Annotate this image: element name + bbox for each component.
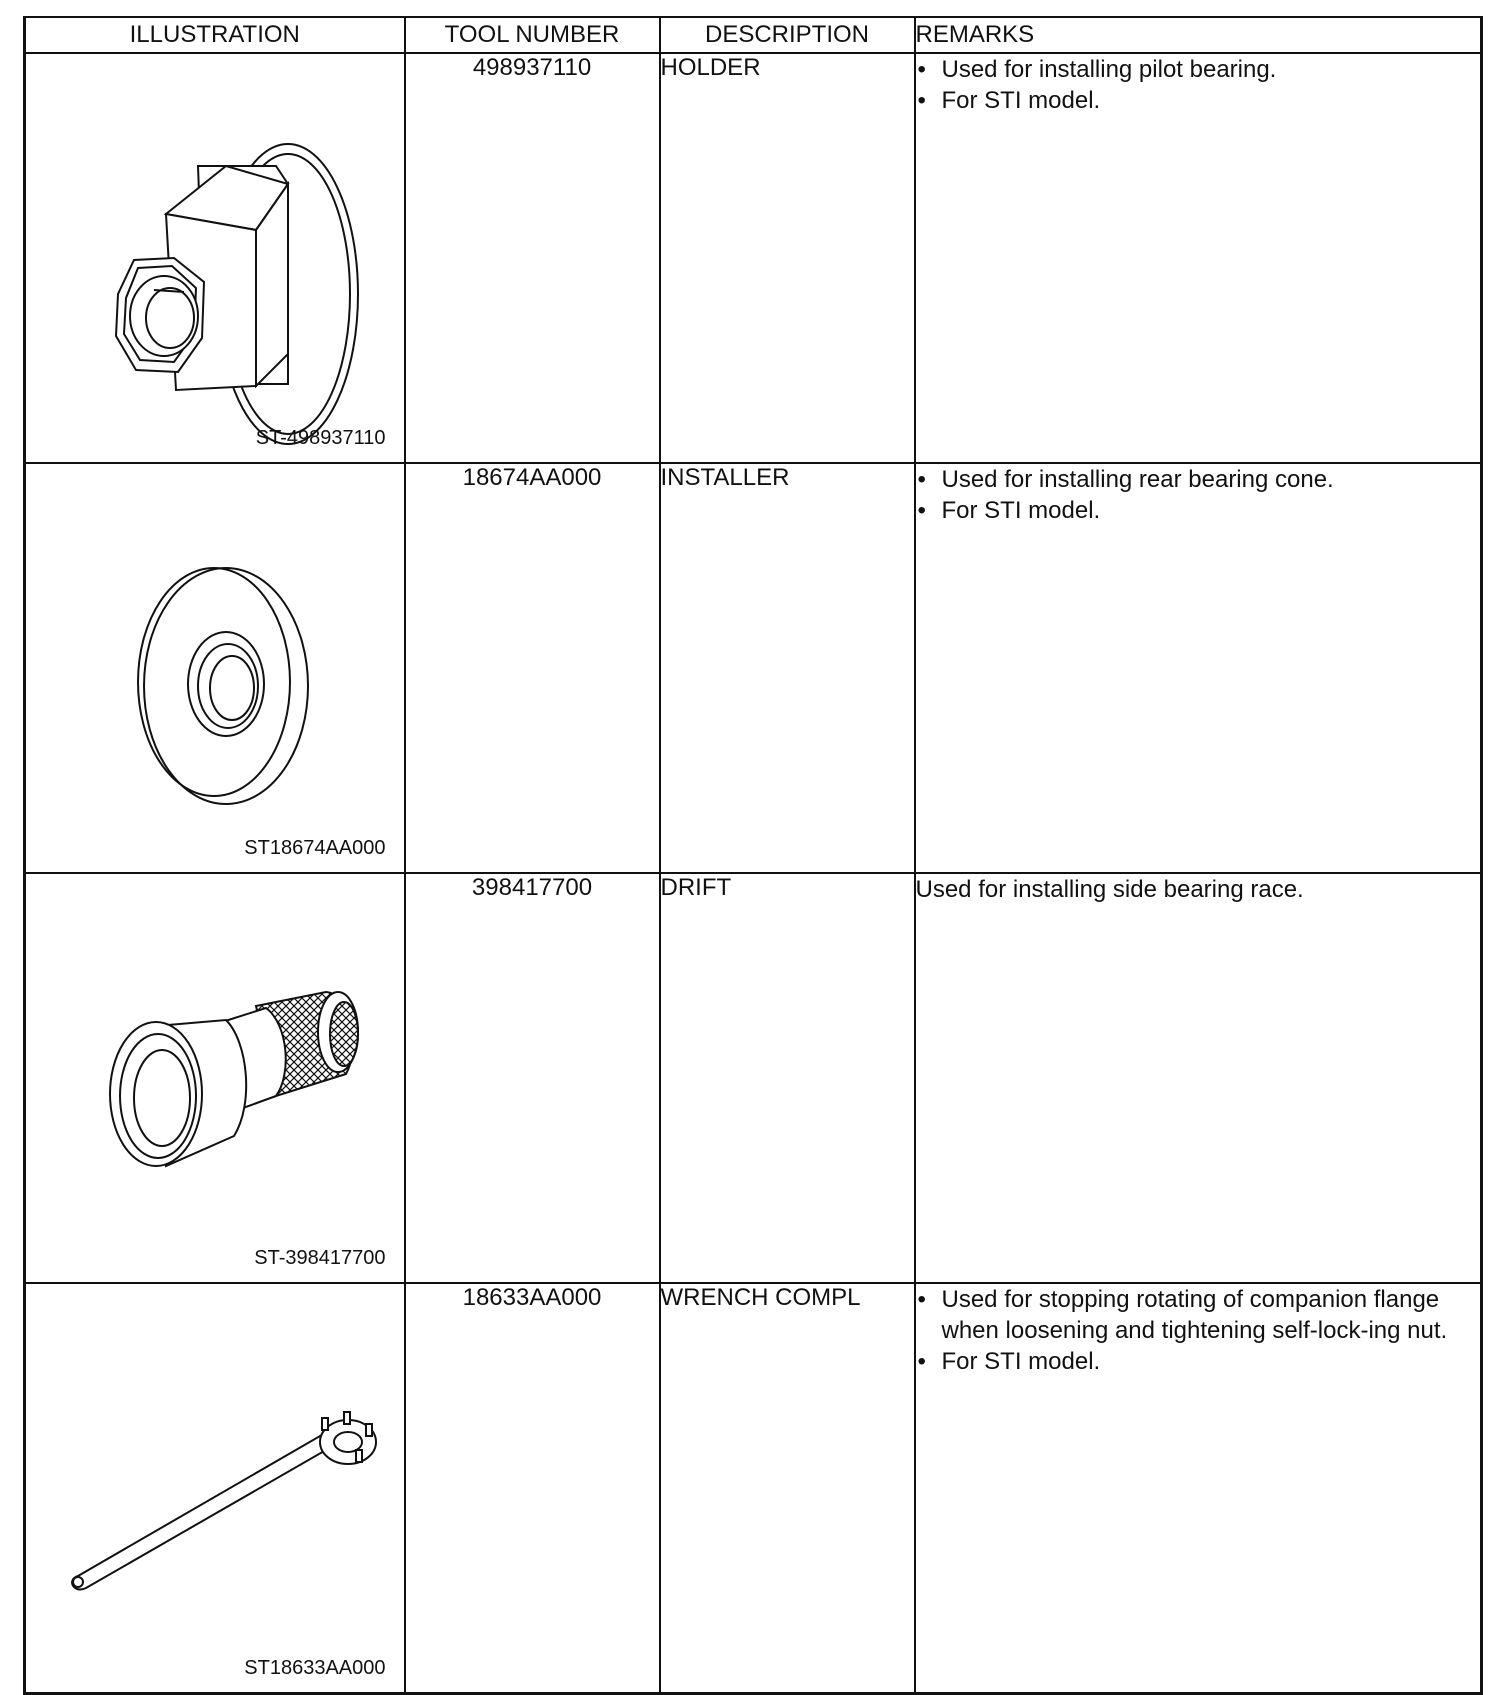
illustration-cell xyxy=(25,1283,405,1693)
illustration-code: ST18633AA000 xyxy=(244,1656,386,1679)
table-row xyxy=(25,53,1482,463)
holder-tool-icon xyxy=(26,54,406,454)
remark-text: Used for stopping rotating of companion flange when loosening and tightening self-lock-ing nut. xyxy=(941,1286,1448,1344)
special-tools-table xyxy=(23,16,1483,1695)
remarks-list xyxy=(916,874,1481,905)
remarks-cell xyxy=(915,1283,1482,1693)
remarks-cell xyxy=(915,873,1482,1283)
table-row xyxy=(25,463,1482,873)
remarks-list xyxy=(916,1284,1481,1377)
remark-text: For STI model. xyxy=(941,87,1101,114)
list-item xyxy=(916,874,1481,905)
tool-number-cell: 18674AA000 xyxy=(405,463,660,873)
list-item xyxy=(916,495,1481,526)
list-item xyxy=(916,54,1481,85)
illustration-cell xyxy=(25,463,405,873)
description-cell: HOLDER xyxy=(660,53,915,463)
illustration-code: ST-498937110 xyxy=(255,427,386,449)
header-row xyxy=(25,17,1482,53)
column-header-tool-number: TOOL NUMBER xyxy=(405,17,660,53)
bullet-icon: • xyxy=(917,497,926,524)
remarks-cell xyxy=(915,463,1482,873)
tool-number-cell: 18633AA000 xyxy=(405,1283,660,1693)
illustration-code: ST18674AA000 xyxy=(244,837,386,859)
wrench-icon xyxy=(26,1284,406,1684)
column-header-description: DESCRIPTION xyxy=(660,17,915,53)
table-row xyxy=(25,1283,1482,1693)
tool-number-cell: 498937110 xyxy=(405,53,660,463)
bullet-icon: • xyxy=(917,1348,926,1375)
remark-text: Used for installing side bearing race. xyxy=(915,876,1304,903)
description-cell: WRENCH COMPL xyxy=(660,1283,915,1693)
description-cell: DRIFT xyxy=(660,873,915,1283)
remarks-list xyxy=(916,464,1481,526)
bullet-icon: • xyxy=(917,1286,926,1313)
list-item xyxy=(916,1346,1481,1377)
installer-disc-icon xyxy=(26,464,406,864)
list-item xyxy=(916,1284,1481,1346)
illustration-code: ST-398417700 xyxy=(254,1247,386,1269)
remark-text: Used for installing rear bearing cone. xyxy=(941,466,1334,493)
drift-tool-icon xyxy=(26,874,406,1274)
column-header-illustration: ILLUSTRATION xyxy=(25,17,405,53)
bullet-icon: • xyxy=(917,87,926,114)
illustration-cell xyxy=(25,873,405,1283)
remark-text: Used for installing pilot bearing. xyxy=(941,56,1277,83)
remark-text: For STI model. xyxy=(941,1348,1101,1375)
remark-text: For STI model. xyxy=(941,497,1101,524)
remarks-cell xyxy=(915,53,1482,463)
tool-number-cell: 398417700 xyxy=(405,873,660,1283)
bullet-icon: • xyxy=(917,466,926,493)
list-item xyxy=(916,85,1481,116)
bullet-icon: • xyxy=(917,56,926,83)
list-item xyxy=(916,464,1481,495)
description-cell: INSTALLER xyxy=(660,463,915,873)
table-row xyxy=(25,873,1482,1283)
remarks-list xyxy=(916,54,1481,116)
illustration-cell xyxy=(25,53,405,463)
column-header-remarks: REMARKS xyxy=(915,17,1482,53)
